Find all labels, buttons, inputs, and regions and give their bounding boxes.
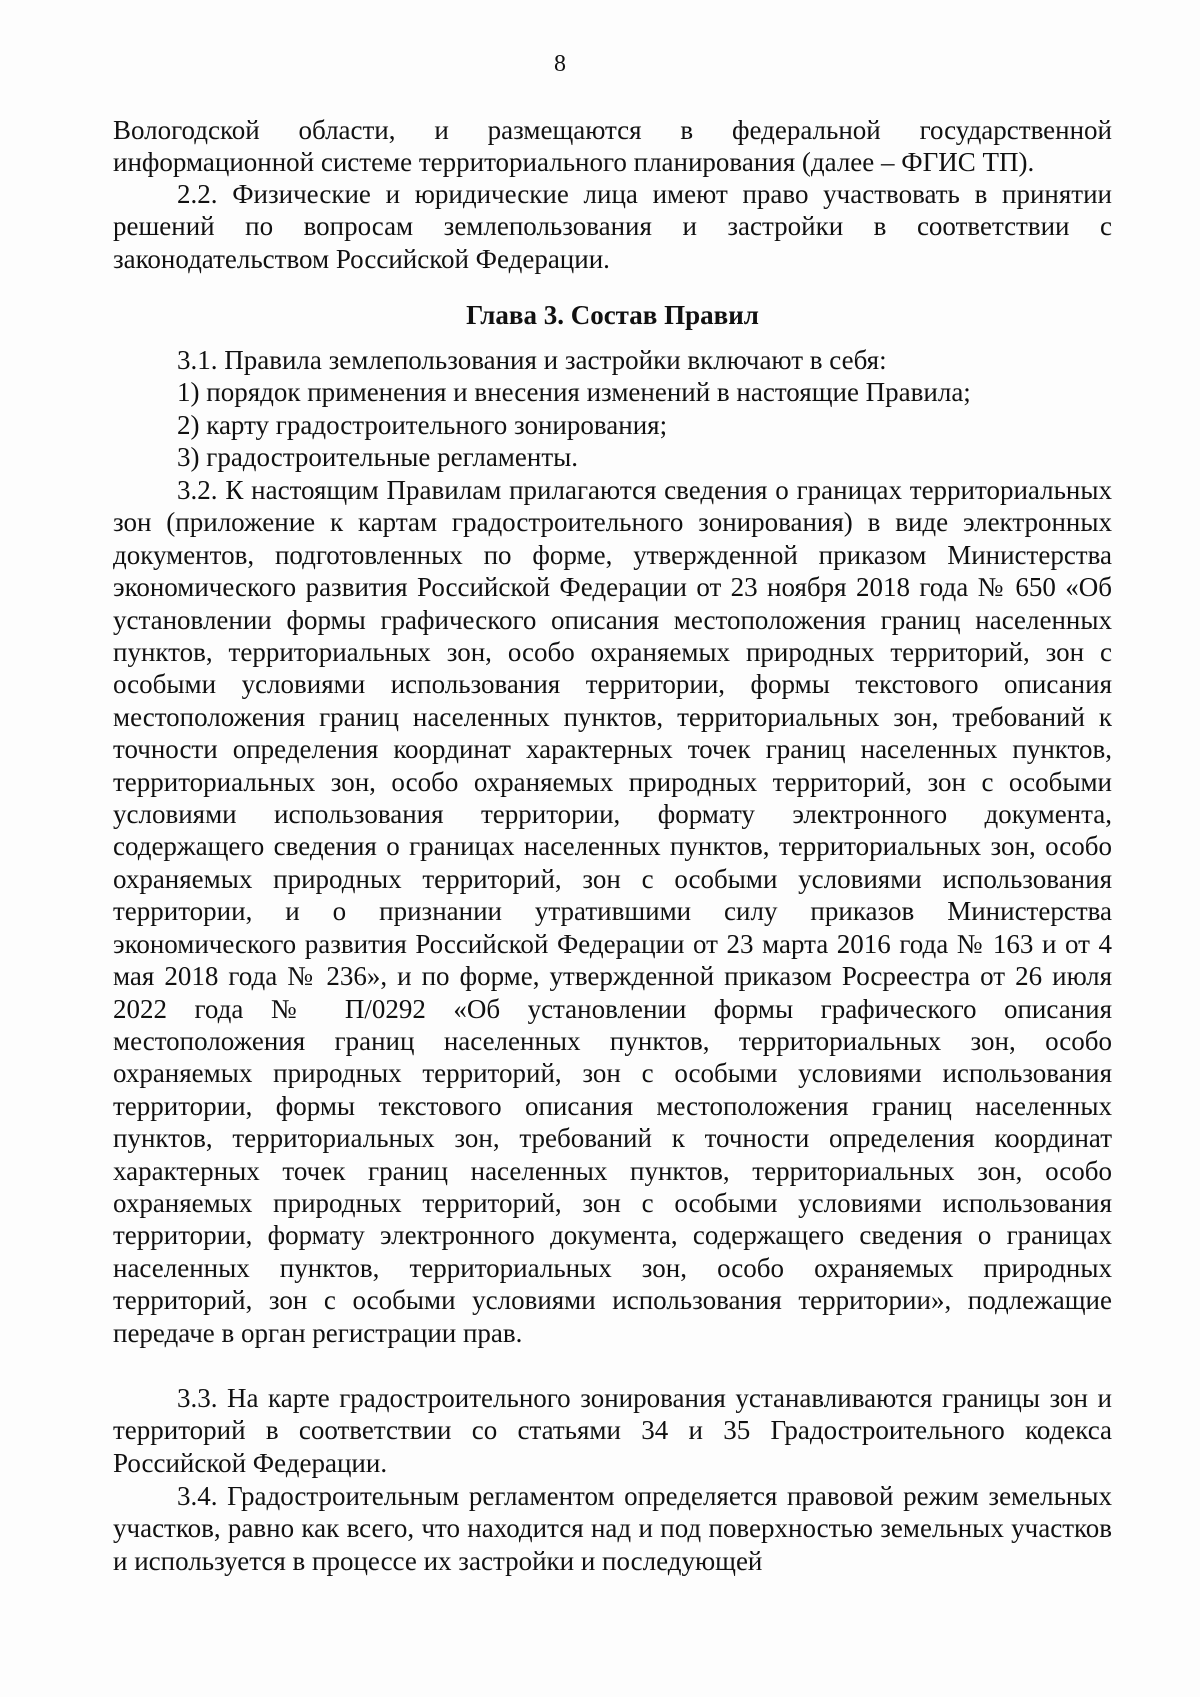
paragraph-2-2: 2.2. Физические и юридические лица имеют право участвовать в принятии решений по вопросам землепользования и застройки в соответствии с законодательством Российской Федерации. bbox=[113, 179, 1112, 274]
list-item: 2) карту градостроительного зонирования; bbox=[177, 409, 668, 440]
page-number: 8 bbox=[554, 51, 566, 77]
chapter-heading: Глава 3. Состав Правил bbox=[466, 300, 759, 330]
list-item: 3.1. Правила землепользования и застройки включают в себя: bbox=[177, 345, 887, 375]
list-3-1 bbox=[113, 344, 1112, 474]
paragraph-3-3: 3.3. На карте градостроительного зонирования устанавливаются границы зон и территорий в соответствии со статьями 34 и 35 Градостроительного кодекса Российской Федерации. bbox=[113, 1383, 1112, 1478]
paragraph-2-1-tail: Вологодской области, и размещаются в федеральной государственной информационной системе территориального планирования (далее – ФГИС ТП). bbox=[113, 115, 1112, 178]
paragraph-3-4: 3.4. Градостроительным регламентом определяется правовой режим земельных участков, равно как всего, что находится над и под поверхностью земельных участков и используется в процессе их застройки и последующей bbox=[113, 1481, 1112, 1576]
list-item: 3) градостроительные регламенты. bbox=[177, 442, 579, 473]
list-item: 1) порядок применения и внесения изменений в настоящие Правила; bbox=[177, 377, 971, 408]
paragraph-3-2: 3.2. К настоящим Правилам прилагаются сведения о границах территориальных зон (приложение к картам градостроительного зонирования) в виде электронных документов, подготовленных по форме, утвержденной приказом Министерства экономического развития Российской Федерации от 23 ноября 2018 года № 650 «Об установлении формы графического описания местоположения границ населенных пунктов, территориальных зон, особо охраняемых природных территорий, зон с особыми условиями использования территории, формы текстового описания местоположения границ населенных пунктов, территориальных зон, требований к точности определения координат характерных точек границ населенных пунктов, территориальных зон, особо охраняемых природных территорий, зон с особыми условиями использования территории, формату электронного документа, содержащего сведения о границах населенных пунктов, территориальных зон, особо охраняемых природных территорий, зон с особыми условиями использования территории, и о признании утратившими силу приказов Министерства экономического развития Российской Федерации от 23 марта 2016 года № 163 и от 4 мая 2018 года № 236», и по форме, утвержденной приказом Росреестра от 26 июля 2022 года № П/0292 «Об установлении формы графического описания местоположения границ населенных пунктов, территориальных зон, особо охраняемых природных территорий, зон с особыми условиями использования территории, формы текстового описания местоположения границ населенных пунктов, территориальных зон, требований к точности определения координат характерных точек границ населенных пунктов, территориальных зон, особо охраняемых природных территорий, зон с особыми условиями использования территории, формату электронного документа, содержащего сведения о границах населенных пунктов, территориальных зон, особо охраняемых природных территорий, зон с особыми условиями использования территории», подлежащие передаче в орган регистрации прав. bbox=[113, 475, 1112, 1348]
